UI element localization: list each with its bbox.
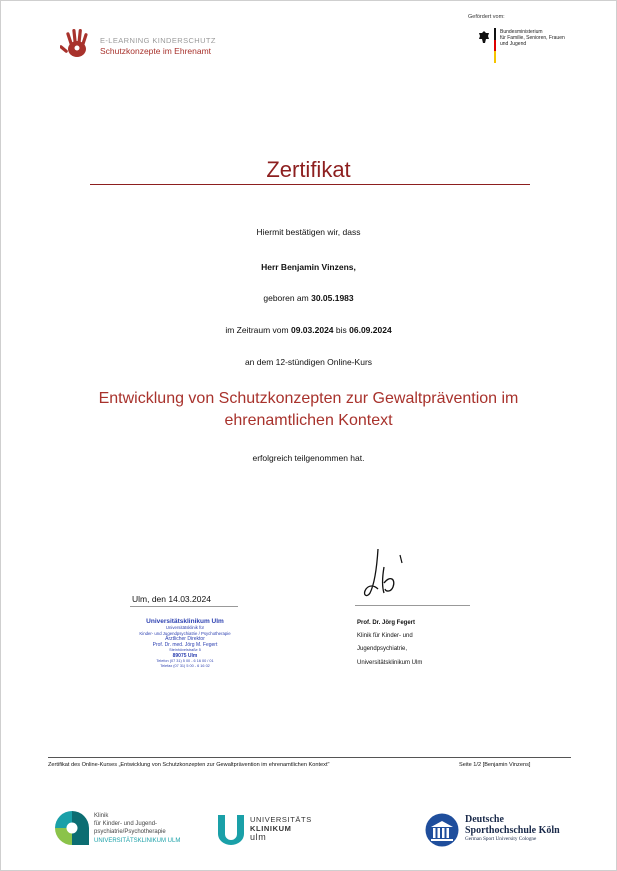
stamp-line2: Universitätsklinik für (165, 625, 205, 630)
kjp-line1: Klinik (94, 813, 109, 819)
dshs-logo-icon (425, 813, 459, 847)
signer-line3: Jugendpsychiatrie, (357, 646, 408, 653)
course-intro: an dem 12-stündigen Online-Kurs (244, 357, 373, 367)
kjp-line3: psychiatrie/Psychotherapie (94, 829, 166, 836)
course-title-line1: Entwicklung von Schutzkonzepten zur Gewaltprävention im (98, 390, 519, 407)
signer-block (357, 617, 422, 670)
period-line (0, 325, 617, 335)
dshs-line1: Deutsche (465, 814, 504, 825)
ministry-line1: Bundesministerium (500, 29, 543, 35)
ulm-line3: ulm (250, 832, 267, 842)
ulm-line2: KLINIKUM (250, 824, 292, 833)
logo-line1: E-LEARNING KINDERSCHUTZ (100, 36, 216, 45)
born-date: 30.05.1983 (311, 293, 354, 303)
ministry-line3: und Jugend (500, 41, 527, 48)
intro-text: Hiermit bestätigen wir, dass (256, 227, 361, 237)
kjp-logo-icon (55, 811, 89, 845)
ulm-logo-text (250, 815, 312, 842)
period-mid: bis (333, 325, 350, 335)
signer-name: Prof. Dr. Jörg Fegert (357, 620, 416, 626)
ministry-line2: für Familie, Senioren, Frauen (500, 35, 565, 42)
date-rule (130, 606, 238, 607)
period-prefix: im Zeitraum vom (225, 325, 291, 335)
kjp-line4: UNIVERSITÄTSKLINIKUM ULM (94, 837, 181, 844)
course-title-line2: ehrenamtlichen Kontext (224, 412, 393, 429)
dshs-line3: German Sport University Cologne (465, 836, 537, 842)
stamp-line5: Prof. Dr. med. Jörg M. Fegert (152, 642, 218, 648)
handwritten-signature (360, 545, 420, 600)
ulm-line1: UNIVERSITÄTS (250, 815, 312, 824)
federal-eagle-icon (478, 30, 490, 44)
footer-page: Seite 1/2 [Benjamin Vinzens] (459, 762, 531, 768)
clinic-stamp (135, 618, 235, 669)
stamp-line8: Telefon (07 31) 5 00 - 6 16 00 / 01 (156, 659, 214, 663)
dshs-line2: Sporthochschule Köln (465, 824, 560, 836)
stamp-line1: Universitätsklinikum Ulm (146, 618, 224, 625)
logo-line2: Schutzkonzepte im Ehrenamt (100, 46, 212, 56)
stamp-line9: Telefax (07 31) 5 00 - 6 16 02 (160, 664, 210, 668)
stamp-line3: Kinder- und Jugendpsychiatrie / Psychotherapie (139, 630, 231, 636)
course-title (0, 388, 617, 432)
period-start: 09.03.2024 (290, 325, 334, 335)
stamp-line6: Steinhövelstraße 5 (169, 648, 201, 652)
place-date: Ulm, den 14.03.2024 (132, 594, 211, 604)
signature-rule (355, 605, 470, 606)
birth-line (0, 293, 617, 303)
period-end: 06.09.2024 (349, 325, 392, 335)
signer-line2: Klinik für Kinder- und (357, 633, 413, 640)
dshs-logo-text (465, 815, 560, 843)
ulm-logo-icon (218, 815, 244, 845)
born-label: geboren am (263, 293, 312, 303)
signer-line4: Universitätsklinikum Ulm (357, 659, 423, 666)
kjp-logo-text (94, 812, 180, 845)
funded-label: Gefördert vom: (468, 14, 505, 20)
certificate-title: Zertifikat (266, 157, 351, 182)
recipient-name-text: Herr Benjamin Vinzens, (261, 262, 356, 272)
german-flag-icon (494, 28, 496, 63)
ministry-name (500, 29, 570, 48)
completion-text: erfolgreich teilgenommen hat. (252, 453, 365, 463)
footer-rule (48, 757, 571, 758)
title-rule (90, 184, 530, 185)
footer-course: Zertifikat des Online-Kurses „Entwicklung von Schutzkonzepten zur Gewaltprävention im ehrenamtlichen Kontext" (48, 762, 330, 768)
stamp-line7: 89075 Ulm (172, 653, 198, 659)
kjp-line2: für Kinder- und Jugend- (94, 821, 158, 828)
hand-logo-icon (60, 27, 94, 61)
stamp-line4: Ärztlicher Direktor (165, 636, 205, 642)
recipient-name (0, 262, 617, 272)
